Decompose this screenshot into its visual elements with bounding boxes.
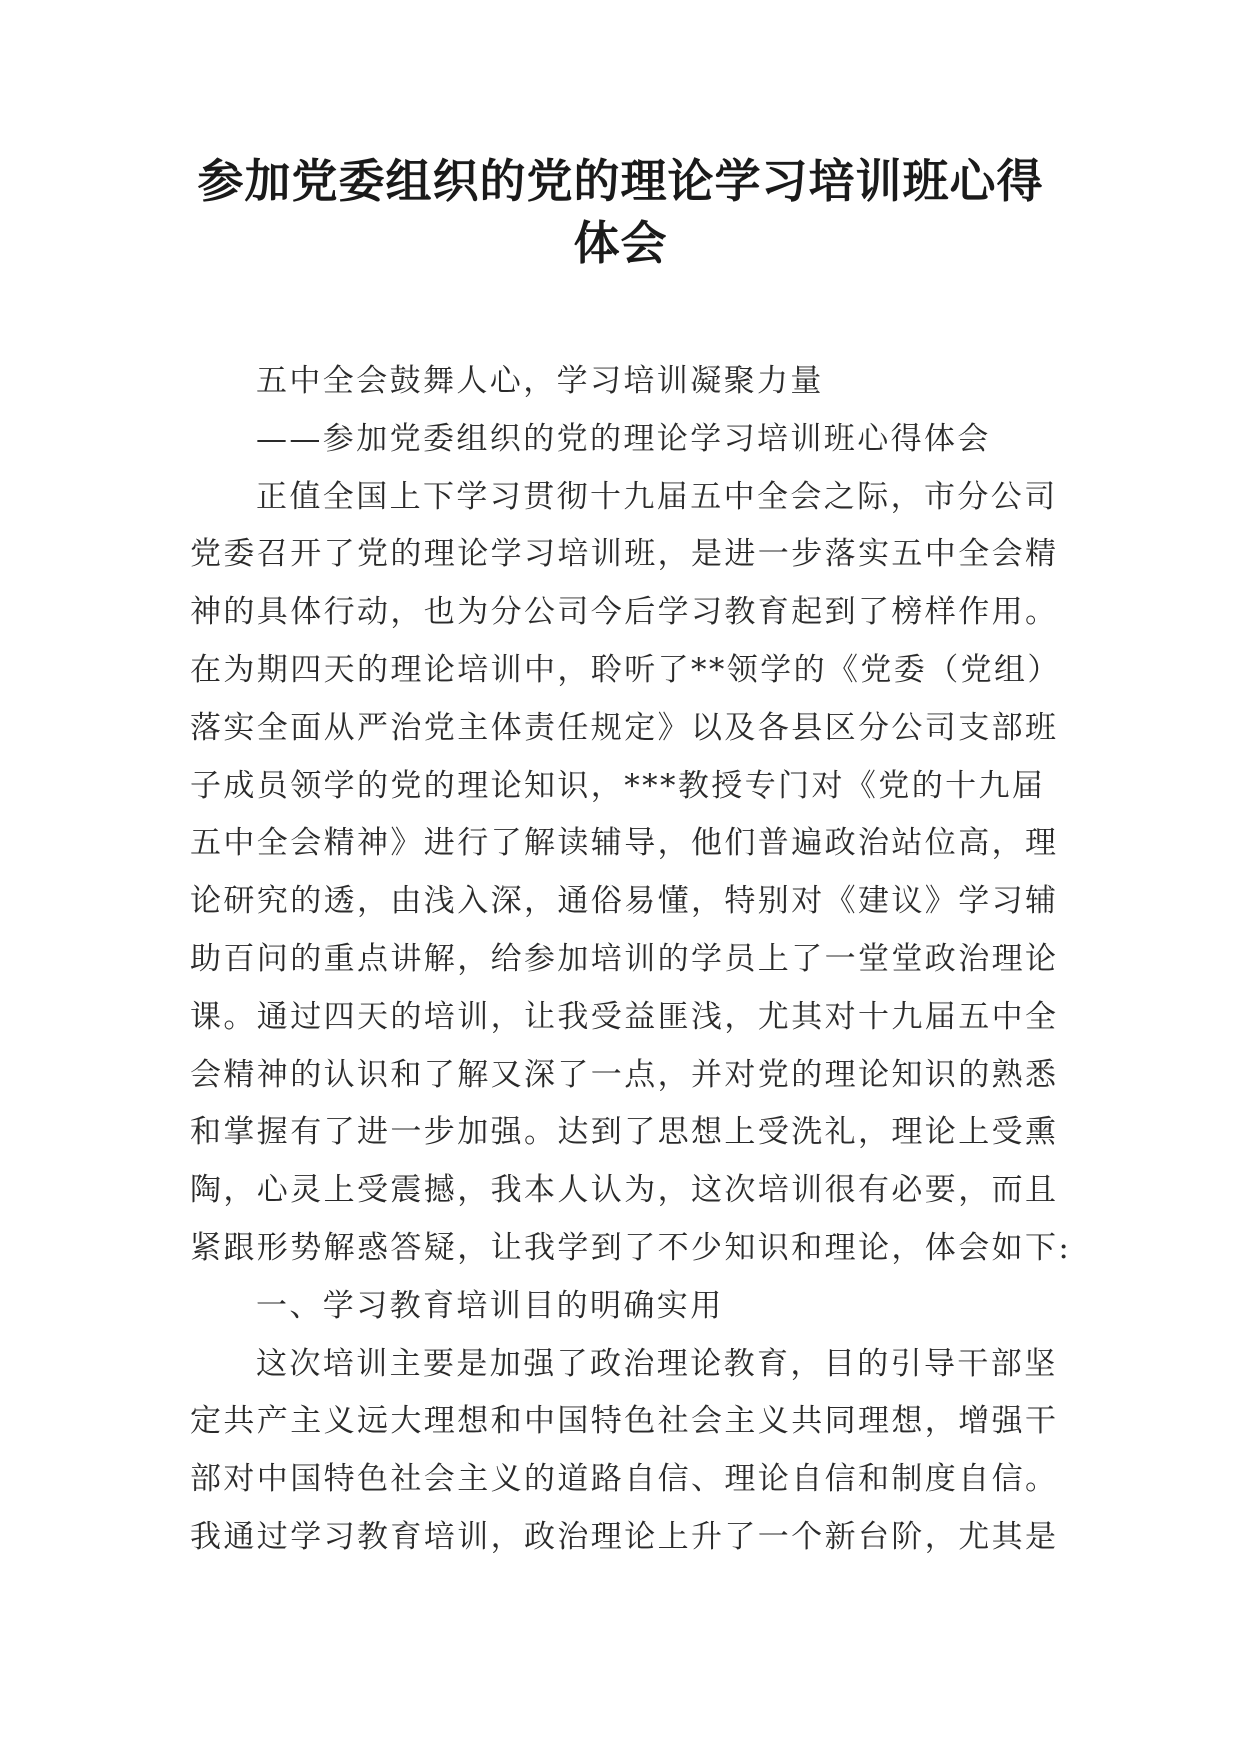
section-heading: 一、学习教育培训目的明确实用 (256, 1287, 724, 1324)
subtitle-line: 五中全会鼓舞人心，学习培训凝聚力量 (256, 363, 824, 399)
document-body (190, 353, 1072, 1567)
paragraph-line: 我通过学习教育培训，政治理论上升了一个新台阶，尤其是 (190, 1518, 1059, 1555)
paragraph-line: 定共产主义远大理想和中国特色社会主义共同理想，增强干 (190, 1403, 1059, 1440)
title-line: 体会 (573, 216, 668, 270)
paragraph-line: 神的具体行动，也为分公司今后学习教育起到了榜样作用。 (190, 594, 1059, 631)
paragraph-line: 助百问的重点讲解，给参加培训的学员上了一堂堂政治理论 (190, 940, 1059, 977)
title-line: 参加党委组织的党的理论学习培训班心得 (197, 154, 1044, 208)
paragraph-line: 正值全国上下学习贯彻十九届五中全会之际，市分公司 (256, 478, 1058, 515)
paragraph-line: 陶，心灵上受震撼，我本人认为，这次培训很有必要，而且 (190, 1172, 1059, 1209)
document-title (160, 150, 1081, 274)
subtitle-line: ——参加党委组织的党的理论学习培训班心得体会 (256, 420, 991, 457)
paragraph-line: 在为期四天的理论培训中，聆听了**领学的《党委（党组） (190, 651, 1061, 688)
paragraph-line: 紧跟形势解惑答疑，让我学到了不少知识和理论，体会如下: (190, 1229, 1072, 1266)
paragraph-line: 论研究的透，由浅入深，通俗易懂，特别对《建议》学习辅 (190, 883, 1059, 920)
paragraph-line: 这次培训主要是加强了政治理论教育，目的引导干部坚 (256, 1345, 1058, 1382)
paragraph-line: 部对中国特色社会主义的道路自信、理论自信和制度自信。 (190, 1461, 1059, 1498)
paragraph-line: 子成员领学的党的理论知识，***教授专门对《党的十九届 (190, 767, 1046, 804)
paragraph-line: 会精神的认识和了解又深了一点，并对党的理论知识的熟悉 (190, 1056, 1059, 1093)
paragraph-line: 课。通过四天的培训，让我受益匪浅，尤其对十九届五中全 (190, 998, 1059, 1035)
paragraph-line: 和掌握有了进一步加强。达到了思想上受洗礼，理论上受熏 (190, 1114, 1059, 1151)
paragraph-line: 落实全面从严治党主体责任规定》以及各县区分公司支部班 (190, 709, 1059, 746)
paragraph-line: 五中全会精神》进行了解读辅导，他们普遍政治站位高，理 (190, 825, 1059, 862)
paragraph-line: 党委召开了党的理论学习培训班，是进一步落实五中全会精 (190, 536, 1059, 573)
